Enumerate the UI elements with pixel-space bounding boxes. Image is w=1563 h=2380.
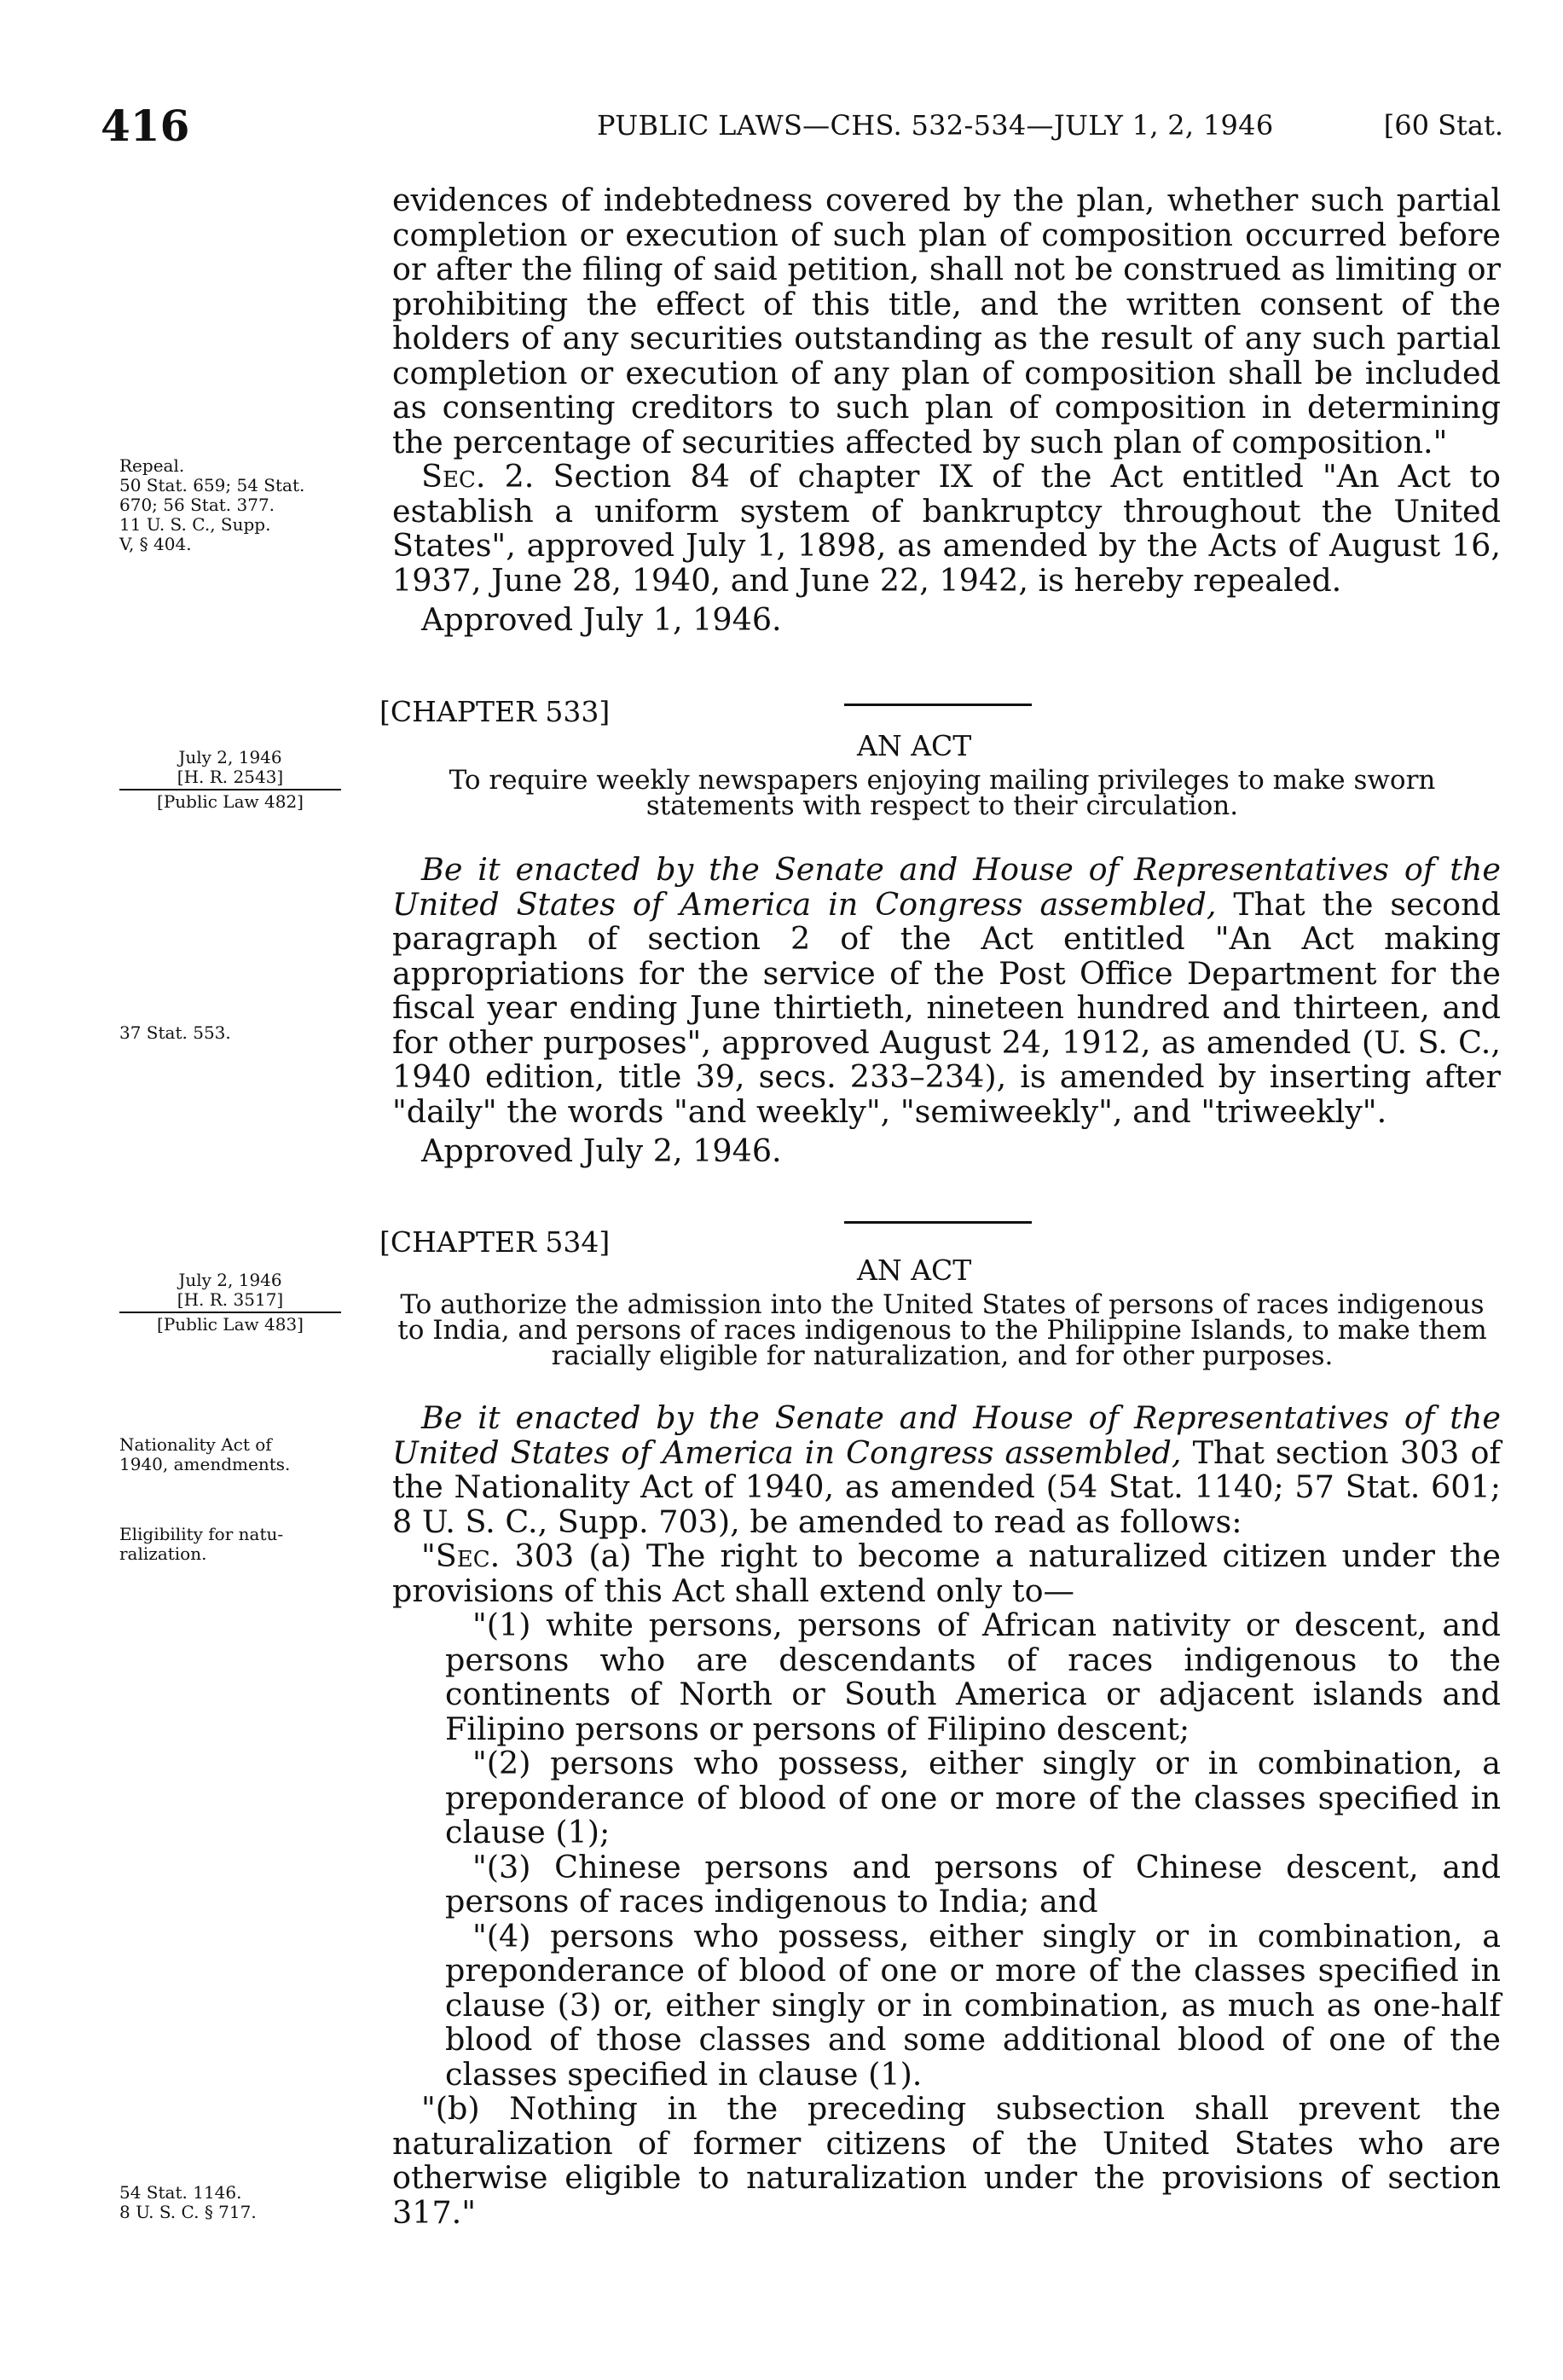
- margin-line: 11 U. S. C., Supp.: [119, 514, 271, 535]
- margin-line: 54 Stat. 1146.: [119, 2182, 242, 2203]
- margin-line: 8 U. S. C. § 717.: [119, 2202, 257, 2222]
- approval-line-1: Approved July 1, 1946.: [421, 601, 782, 638]
- chapter-534-purpose: To authorize the admission into the United States of persons of races indigenous to India, and persons of races indigenous to the Philippine Islands, to make them racially eligible for naturalization, and for other purposes.: [397, 1289, 1487, 1371]
- margin-public-law: [Public Law 483]: [157, 1314, 304, 1335]
- enacting-clause: Be it enacted by the Senate and House of Representatives of the United States of America in Congress assembled,: [392, 851, 1501, 923]
- chapter-534-heading: [CHAPTER 534]: [379, 1225, 611, 1259]
- margin-public-law: [Public Law 482]: [157, 791, 304, 812]
- margin-date: July 2, 1946: [178, 1270, 282, 1290]
- separator-rule: [844, 704, 1032, 706]
- section-303-label: "Sec. 303: [421, 1537, 575, 1574]
- chapter-534-paragraph: [392, 1401, 1501, 1539]
- margin-line: ralization.: [119, 1543, 207, 1564]
- section-303-paragraph: [392, 1539, 1501, 1608]
- margin-line: V, § 404.: [119, 534, 192, 554]
- margin-line: Nationality Act of: [119, 1434, 272, 1455]
- margin-note-public-law-483: [119, 1271, 341, 1335]
- volume-reference: [60 Stat.: [1383, 109, 1503, 142]
- chapter-533-text: That the second paragraph of section 2 of the Act entitled "An Act making appropriations for the service of the Post Office Department for the fiscal year ending June thirtieth, nineteen hundred and thirteen, and for other purposes", approved August 24, 1912, as amended (U. S. C., 1940 edition, title 39, secs. 233–234), is amended by inserting after "daily" the words "and weekly", "semiweekly", and "triweekly".: [392, 885, 1501, 1130]
- margin-note-public-law-482: [119, 748, 341, 812]
- clause-3: "(3) Chinese persons and persons of Chinese descent, and persons of races indigenous to India; and: [445, 1848, 1501, 1920]
- margin-note-37-stat: 37 Stat. 553.: [119, 1022, 231, 1043]
- chapter-533-paragraph: [392, 853, 1501, 1129]
- margin-line: 670; 56 Stat. 377.: [119, 495, 275, 515]
- margin-bill: [H. R. 2543]: [177, 767, 284, 787]
- clause-b: "(b) Nothing in the preceding subsection shall prevent the naturalization of former citizens of the United States who are otherwise eligible to naturalization under the provisions of section 317.": [392, 2090, 1501, 2231]
- clause-4: "(4) persons who possess, either singly or in combination, a preponderance of blood of one or more of the classes specified in clause (3) or, either singly or in combination, as much as one-half blood of those classes and some additional blood of one of the classes specified in clause (1).: [445, 1917, 1501, 2093]
- margin-note-eligibility: [119, 1525, 367, 1564]
- section-303-text: (a) The right to become a naturalized citizen under the provisions of this Act shall extend only to—: [392, 1537, 1501, 1609]
- chapter-534-text: That section 303 of the Nationality Act of 1940, as amended (54 Stat. 1140; 57 Stat. 601; 8 U. S. C., Supp. 703), be amended to read as follows:: [392, 1433, 1501, 1540]
- margin-note-repeal: [119, 456, 367, 554]
- enacting-clause: Be it enacted by the Senate and House of Representatives of the United States of America in Congress assembled,: [392, 1399, 1501, 1471]
- chapter-534-an-act: AN ACT: [857, 1254, 972, 1287]
- margin-line: Repeal.: [119, 455, 185, 476]
- continuation-paragraph: evidences of indebtedness covered by the plan, whether such partial completion or execution of such plan of composition occurred before or after the filing of said petition, shall not be construed as limiting or prohibiting the effect of this title, and the written consent of the holders of any securities outstanding as the result of any such partial completion or execution of any plan of composition shall be included as consenting creditors to such plan of composition in determining the percentage of securities affected by such plan of composition.": [392, 182, 1501, 460]
- separator-rule: [844, 1221, 1032, 1224]
- margin-note-54-stat: [119, 2183, 367, 2222]
- chapter-533-heading: [CHAPTER 533]: [379, 695, 611, 728]
- continuation-section: [392, 183, 1501, 638]
- chapter-534-body: [392, 1401, 1501, 2230]
- margin-note-nationality: [119, 1435, 367, 1474]
- chapter-533-body: [392, 853, 1501, 1169]
- margin-line: Eligibility for natu-: [119, 1524, 284, 1544]
- approval-line-2: Approved July 2, 1946.: [421, 1132, 782, 1169]
- margin-rule: [119, 789, 341, 790]
- clause-1: "(1) white persons, persons of African nativity or descent, and persons who are descendants of races indigenous to the continents of North or South America or adjacent islands and Filipino persons or persons of Filipino descent;: [445, 1607, 1501, 1747]
- section-2-label: Sec. 2.: [421, 458, 535, 495]
- section-2-paragraph: [392, 460, 1501, 598]
- margin-rule: [119, 1312, 341, 1313]
- margin-line: 1940, amendments.: [119, 1454, 291, 1474]
- section-2-text: Section 84 of chapter IX of the Act entitled "An Act to establish a uniform system of bankruptcy throughout the United States", approved July 1, 1898, as amended by the Acts of August 16, 1937, June 28, 1940, and June 22, 1942, is hereby repealed.: [392, 458, 1501, 599]
- margin-bill: [H. R. 3517]: [177, 1289, 284, 1310]
- margin-date: July 2, 1946: [178, 747, 282, 767]
- running-title: PUBLIC LAWS—CHS. 532-534—JULY 1, 2, 1946: [597, 109, 1274, 142]
- page-number: 416: [101, 101, 190, 151]
- chapter-533-an-act: AN ACT: [857, 729, 972, 762]
- clause-2: "(2) persons who possess, either singly or in combination, a preponderance of blood of one or more of the classes specified in clause (1);: [445, 1745, 1501, 1850]
- margin-line: 50 Stat. 659; 54 Stat.: [119, 475, 305, 495]
- chapter-533-purpose: To require weekly newspapers enjoying mailing privileges to make sworn statements with respect to their circulation.: [449, 765, 1436, 821]
